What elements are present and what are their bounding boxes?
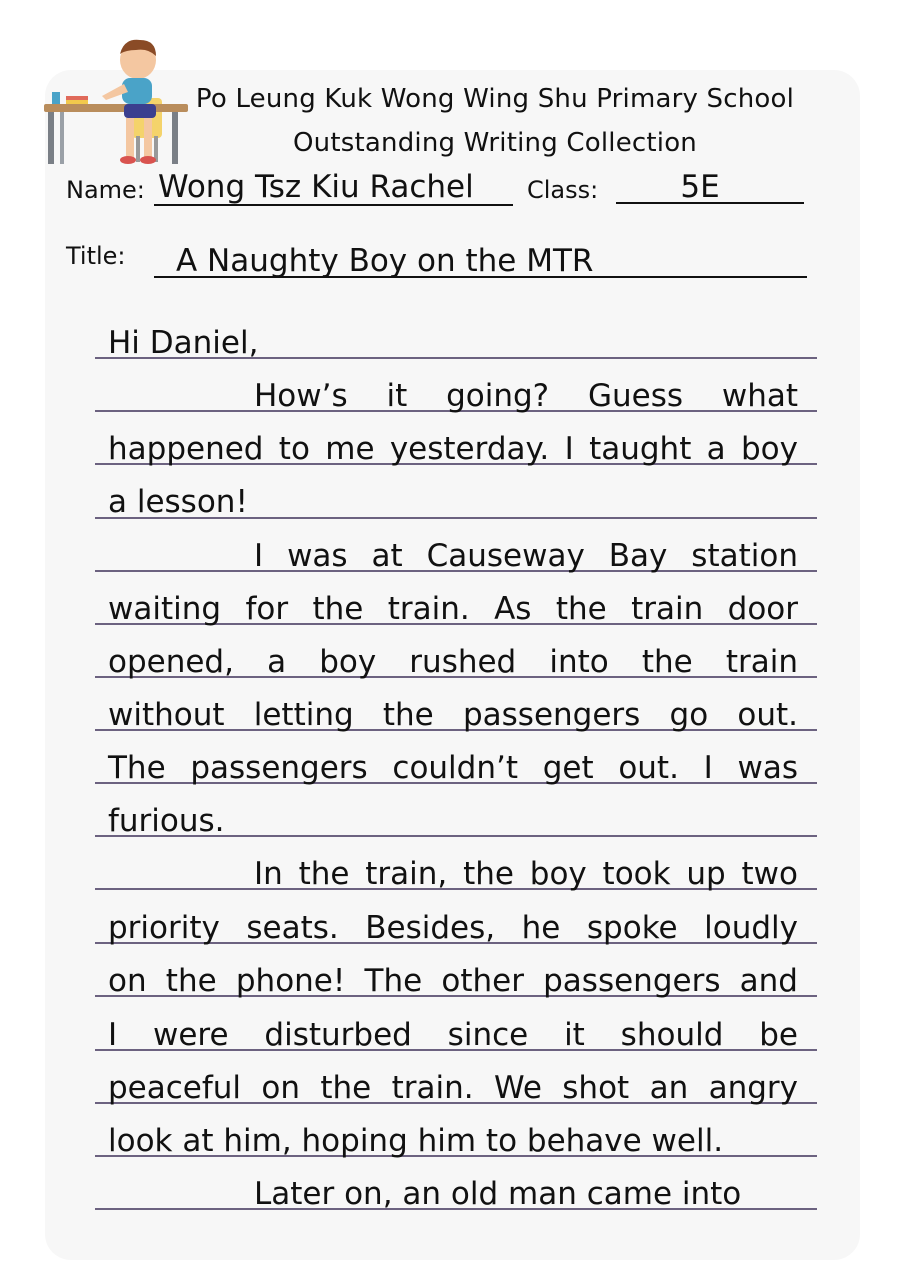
letter-line: Hi Daniel, bbox=[108, 325, 259, 361]
student-at-desk-illustration bbox=[40, 38, 190, 166]
letter-line: happened to me yesterday. I taught a boy bbox=[108, 431, 798, 467]
letter-line: waiting for the train. As the train door bbox=[108, 591, 798, 627]
letter-line: The passengers couldn’t get out. I was bbox=[108, 750, 798, 786]
class-value: 5E bbox=[616, 170, 804, 204]
letter-line: look at him, hoping him to behave well. bbox=[108, 1123, 724, 1159]
letter-line: Later on, an old man came into bbox=[254, 1176, 742, 1212]
letter-line: without letting the passengers go out. bbox=[108, 697, 798, 733]
school-name: Po Leung Kuk Wong Wing Shu Primary School bbox=[195, 84, 795, 114]
letter-line: How’s it going? Guess what bbox=[254, 378, 798, 414]
name-label: Name: bbox=[66, 176, 145, 204]
letter-line: peaceful on the train. We shot an angry bbox=[108, 1070, 798, 1106]
letter-line: I was at Causeway Bay station bbox=[254, 538, 798, 574]
letter-line: I were disturbed since it should be bbox=[108, 1017, 798, 1053]
letter-line: In the train, the boy took up two bbox=[254, 856, 798, 892]
letter-line: opened, a boy rushed into the train bbox=[108, 644, 798, 680]
title-label: Title: bbox=[66, 242, 126, 270]
letter-line: on the phone! The other passengers and bbox=[108, 963, 798, 999]
title-value: A Naughty Boy on the MTR bbox=[154, 244, 807, 278]
class-label: Class: bbox=[527, 176, 599, 204]
letter-line: furious. bbox=[108, 803, 225, 839]
name-value: Wong Tsz Kiu Rachel bbox=[154, 170, 513, 206]
letter-line: priority seats. Besides, he spoke loudly bbox=[108, 910, 798, 946]
letter-line: a lesson! bbox=[108, 484, 248, 520]
collection-title: Outstanding Writing Collection bbox=[293, 128, 697, 158]
